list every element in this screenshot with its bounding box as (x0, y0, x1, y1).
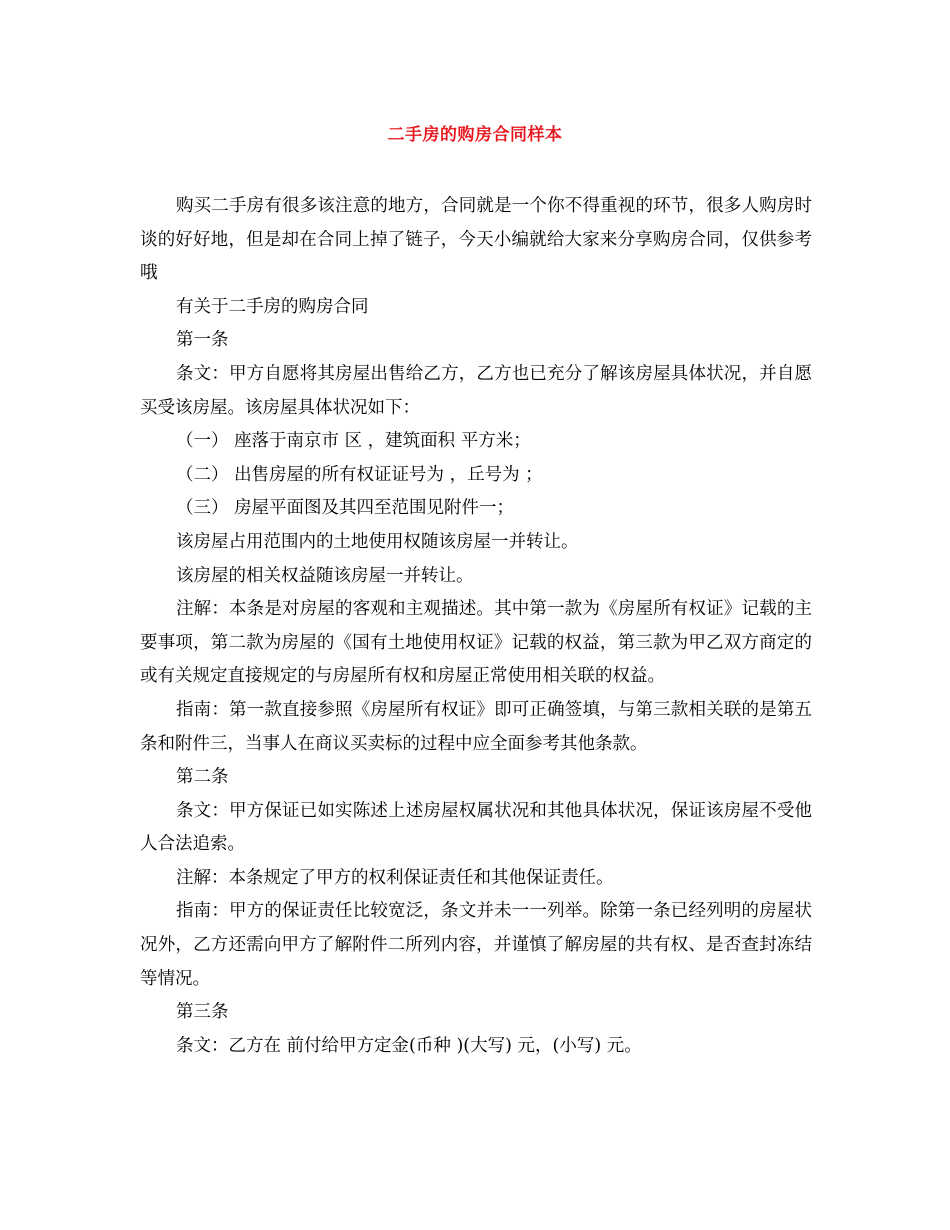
article-1-text: 条文：甲方自愿将其房屋出售给乙方，乙方也已充分了解该房屋具体状况，并自愿买受该房屋。该房屋具体状况如下： (140, 363, 812, 418)
section-heading: 有关于二手房的购房合同 (176, 296, 369, 317)
intro-paragraph: 购买二手房有很多该注意的地方，合同就是一个你不得重视的环节，很多人购房时谈的好好地，但是却在合同上掉了链子，今天小编就给大家来分享购房合同，仅供参考哦 (140, 196, 812, 284)
article-1-annotation: 注解：本条是对房屋的客观和主观描述。其中第一款为《房屋所有权证》记载的主要事项，第二款为房屋的《国有土地使用权证》记载的权益，第三款为甲乙双方商定的或有关规定直接规定的与房屋所有权和房屋正常使用相关联的权益。 (140, 599, 812, 687)
article-1-land-rights: 该房屋占用范围内的土地使用权随该房屋一并转让。 (176, 531, 579, 552)
article-1-item-2: （二） 出售房屋的所有权证证号为 ，丘号为 ； (176, 464, 543, 485)
article-2-text: 条文：甲方保证已如实陈述上述房屋权属状况和其他具体状况，保证该房屋不受他人合法追索。 (140, 800, 812, 855)
document-title: 二手房的购房合同样本 (387, 125, 563, 145)
article-2-annotation: 注解：本条规定了甲方的权利保证责任和其他保证责任。 (176, 867, 614, 888)
document-body (140, 190, 812, 1063)
article-heading-3: 第三条 (176, 1002, 229, 1023)
article-heading-1: 第一条 (176, 330, 229, 351)
article-1-item-1: （一） 座落于南京市 区 ，建筑面积 平方米； (176, 431, 531, 452)
article-1-related-rights: 该房屋的相关权益随该房屋一并转让。 (176, 565, 474, 586)
article-heading-2: 第二条 (176, 767, 229, 788)
article-3-text: 条文：乙方在 前付给甲方定金(币种 )(大写) 元，(小写) 元。 (176, 1035, 642, 1056)
article-1-item-3: （三） 房屋平面图及其四至范围见附件一； (176, 498, 515, 519)
article-1-guide: 指南：第一款直接参照《房屋所有权证》即可正确签填，与第三款相关联的是第五条和附件三，当事人在商议买卖标的过程中应全面参考其他条款。 (140, 699, 812, 754)
article-2-guide: 指南：甲方的保证责任比较宽泛，条文并未一一列举。除第一条已经列明的房屋状况外，乙方还需向甲方了解附件二所列内容，并谨慎了解房屋的共有权、是否查封冻结等情况。 (140, 901, 812, 989)
